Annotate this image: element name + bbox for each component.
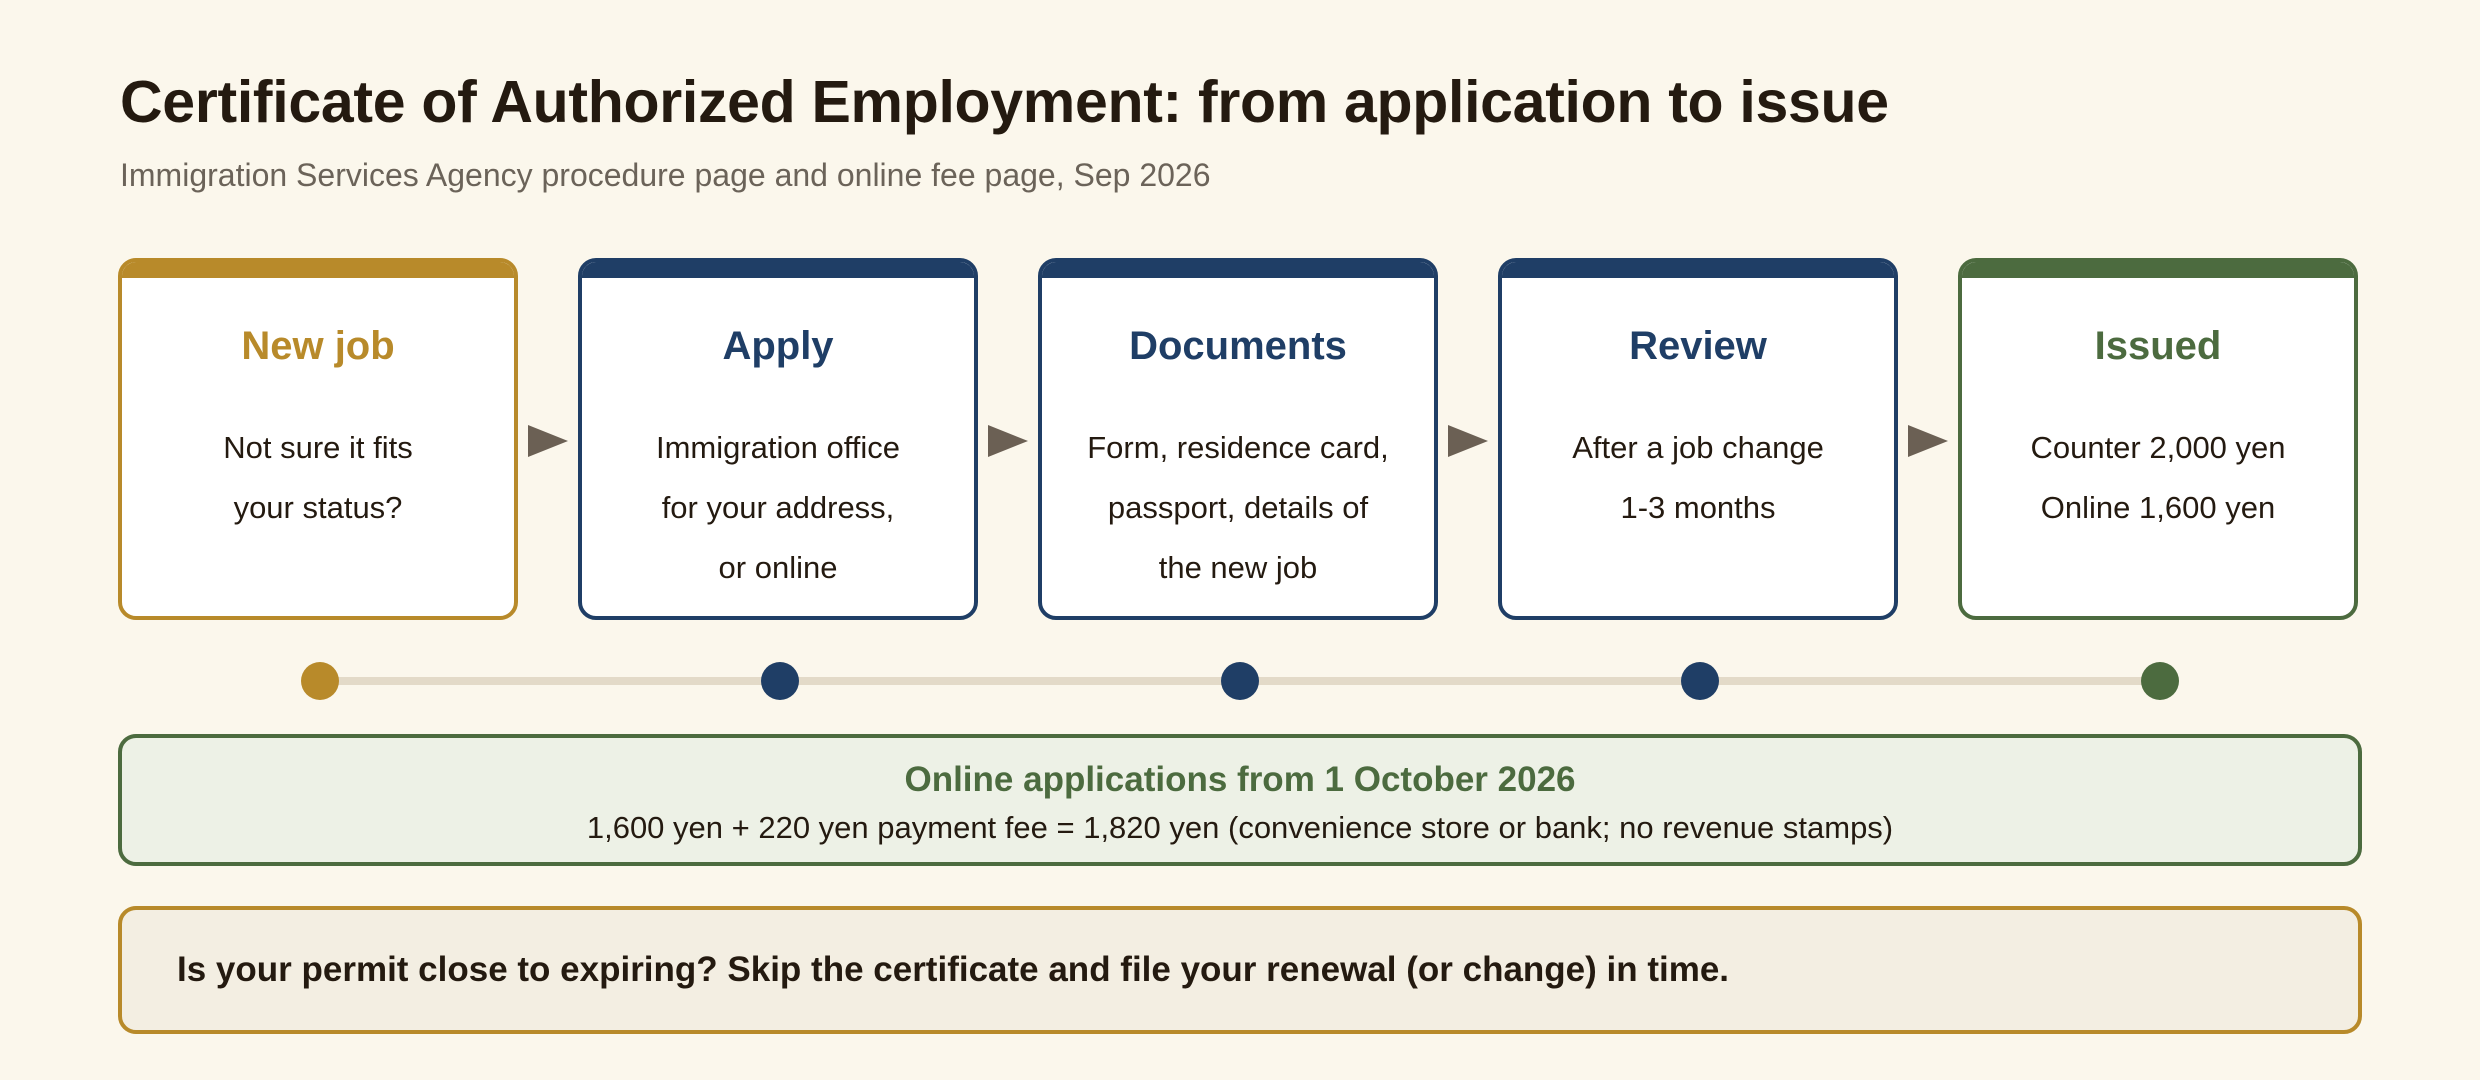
step-title: Apply (722, 324, 834, 368)
step-line: the new job (1158, 550, 1318, 585)
step-card-documents (1038, 258, 1438, 620)
expiry-warning-callout (118, 906, 2362, 1034)
card-cap (1502, 262, 1894, 278)
online-fee-callout (118, 734, 2362, 866)
step-line: Form, residence card, (1087, 430, 1389, 465)
timeline-dot-new-job (301, 662, 339, 700)
timeline-dot-apply (761, 662, 799, 700)
expiry-warning-text: Is your permit close to expiring? Skip the certificate and file your renewal (or change) in time. (177, 950, 1730, 989)
step-title: Issued (2094, 324, 2222, 368)
arrow-right-icon (1908, 425, 1948, 457)
card-cap (122, 262, 514, 278)
step-line: passport, details of (1107, 490, 1369, 525)
step-line: 1-3 months (1620, 490, 1776, 525)
online-fee-title: Online applications from 1 October 2026 (904, 760, 1576, 799)
step-title: Review (1629, 324, 1767, 368)
step-description (142, 418, 494, 538)
page-title: Certificate of Authorized Employment: from application to issue (120, 69, 1889, 135)
step-card-review (1498, 258, 1898, 620)
card-cap (582, 262, 974, 278)
step-title: Documents (1129, 324, 1347, 368)
arrow-right-icon (528, 425, 568, 457)
step-line: your status? (233, 490, 403, 525)
step-card-new-job (118, 258, 518, 620)
step-line: Not sure it fits (223, 430, 413, 465)
card-cap (1962, 262, 2354, 278)
step-description (1522, 418, 1874, 538)
step-line: Immigration office (655, 430, 901, 465)
step-line: Online 1,600 yen (2040, 490, 2276, 525)
step-description (1062, 418, 1414, 598)
timeline-dot-documents (1221, 662, 1259, 700)
arrow-right-icon (988, 425, 1028, 457)
timeline-dot-review (1681, 662, 1719, 700)
step-description (602, 418, 954, 598)
step-description (1982, 418, 2334, 538)
step-line: for your address, (661, 490, 895, 525)
arrow-right-icon (1448, 425, 1488, 457)
page-subtitle: Immigration Services Agency procedure page and online fee page, Sep 2026 (120, 157, 1211, 193)
timeline-dot-issued (2141, 662, 2179, 700)
card-cap (1042, 262, 1434, 278)
online-fee-text: 1,600 yen + 220 yen payment fee = 1,820 yen (convenience store or bank; no revenue stamps) (586, 810, 1894, 845)
step-card-apply (578, 258, 978, 620)
step-title: New job (241, 324, 395, 368)
step-line: or online (718, 550, 838, 585)
step-line: Counter 2,000 yen (2030, 430, 2286, 465)
step-card-issued (1958, 258, 2358, 620)
step-line: After a job change (1572, 430, 1824, 465)
